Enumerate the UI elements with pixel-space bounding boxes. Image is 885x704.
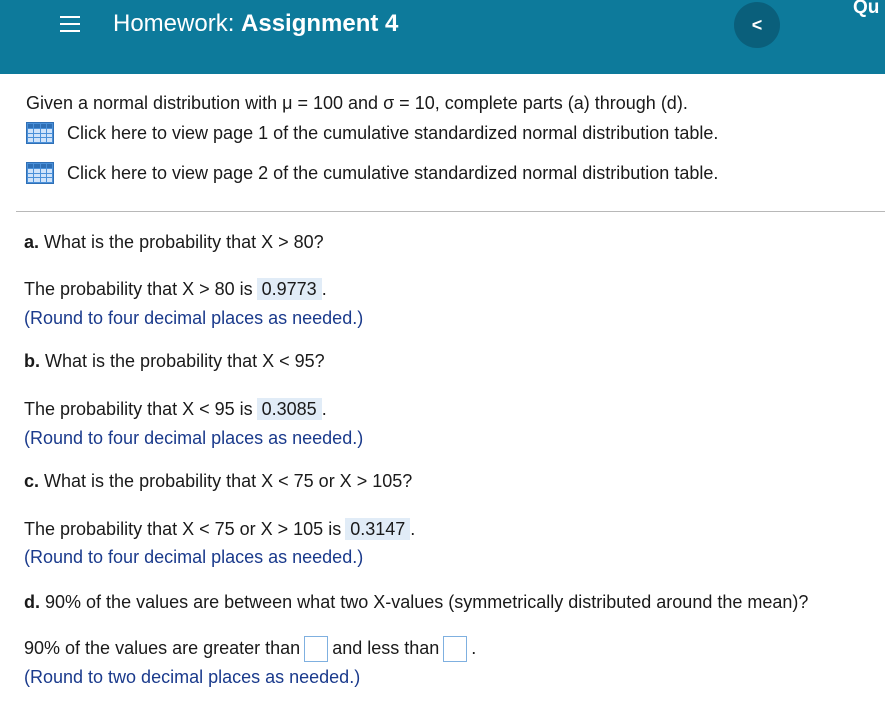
part-a-answer-line: The probability that X > 80 is 0.9773 . xyxy=(24,279,327,299)
assignment-name: Assignment 4 xyxy=(241,10,399,37)
part-a-letter: a. xyxy=(24,232,40,252)
part-b-question-text: What is the probability that X < 95? xyxy=(45,351,325,371)
part-b-answer-prefix: The probability that X < 95 is xyxy=(24,399,253,419)
table-page-2-link-text[interactable]: Click here to view page 2 of the cumulative standardized normal distribution table. xyxy=(67,163,719,183)
part-d-letter: d. xyxy=(24,592,40,612)
part-b-question xyxy=(24,350,325,372)
page-title xyxy=(113,10,398,38)
part-d-answer-line: 90% of the values are greater than and less than . xyxy=(24,636,476,662)
table-page-1-link[interactable] xyxy=(26,122,718,144)
part-d-question xyxy=(24,591,808,613)
part-a-question-text: What is the probability that X > 80? xyxy=(44,232,324,252)
part-c-question xyxy=(24,470,412,492)
hamburger-menu-icon[interactable] xyxy=(60,14,82,34)
part-b-letter: b. xyxy=(24,351,40,371)
part-d-hint: (Round to two decimal places as needed.) xyxy=(24,667,361,687)
part-c-letter: c. xyxy=(24,471,40,491)
part-c-answer-prefix: The probability that X < 75 or X > 105 is xyxy=(24,519,342,539)
problem-statement: Given a normal distribution with μ = 100 and σ = 10, complete parts (a) through (d). xyxy=(26,93,688,113)
part-c-answer-field[interactable]: 0.3147 xyxy=(345,518,410,540)
table-grid-icon xyxy=(26,162,54,184)
part-b-answer-field[interactable]: 0.3085 xyxy=(257,398,322,420)
part-d-question-text: 90% of the values are between what two X-values (symmetrically distributed around the mean)? xyxy=(45,592,809,612)
back-button[interactable]: < xyxy=(734,2,780,48)
part-a-answer-prefix: The probability that X > 80 is xyxy=(24,279,253,299)
part-c-hint: (Round to four decimal places as needed.) xyxy=(24,547,364,567)
section-divider xyxy=(16,211,885,212)
table-page-2-link[interactable] xyxy=(26,162,718,184)
table-grid-icon xyxy=(26,122,54,144)
part-a-hint: (Round to four decimal places as needed.) xyxy=(24,308,364,328)
part-a-answer-field[interactable]: 0.9773 xyxy=(257,278,322,300)
part-c-question-text: What is the probability that X < 75 or X > 105? xyxy=(44,471,413,491)
part-b-answer-line: The probability that X < 95 is 0.3085 . xyxy=(24,399,327,419)
table-page-1-link-text[interactable]: Click here to view page 1 of the cumulative standardized normal distribution table. xyxy=(67,123,719,143)
part-d-lower-input[interactable] xyxy=(304,636,328,662)
part-d-answer-prefix: 90% of the values are greater than xyxy=(24,637,301,658)
question-label-truncated: Qu xyxy=(853,0,880,18)
title-prefix: Homework: xyxy=(113,10,235,37)
homework-header xyxy=(0,0,885,74)
part-d-upper-input[interactable] xyxy=(443,636,467,662)
part-a-question xyxy=(24,231,324,253)
part-d-answer-middle: and less than xyxy=(332,637,440,658)
part-c-answer-line: The probability that X < 75 or X > 105 is 0.3147 . xyxy=(24,519,416,539)
part-b-hint: (Round to four decimal places as needed.) xyxy=(24,428,364,448)
